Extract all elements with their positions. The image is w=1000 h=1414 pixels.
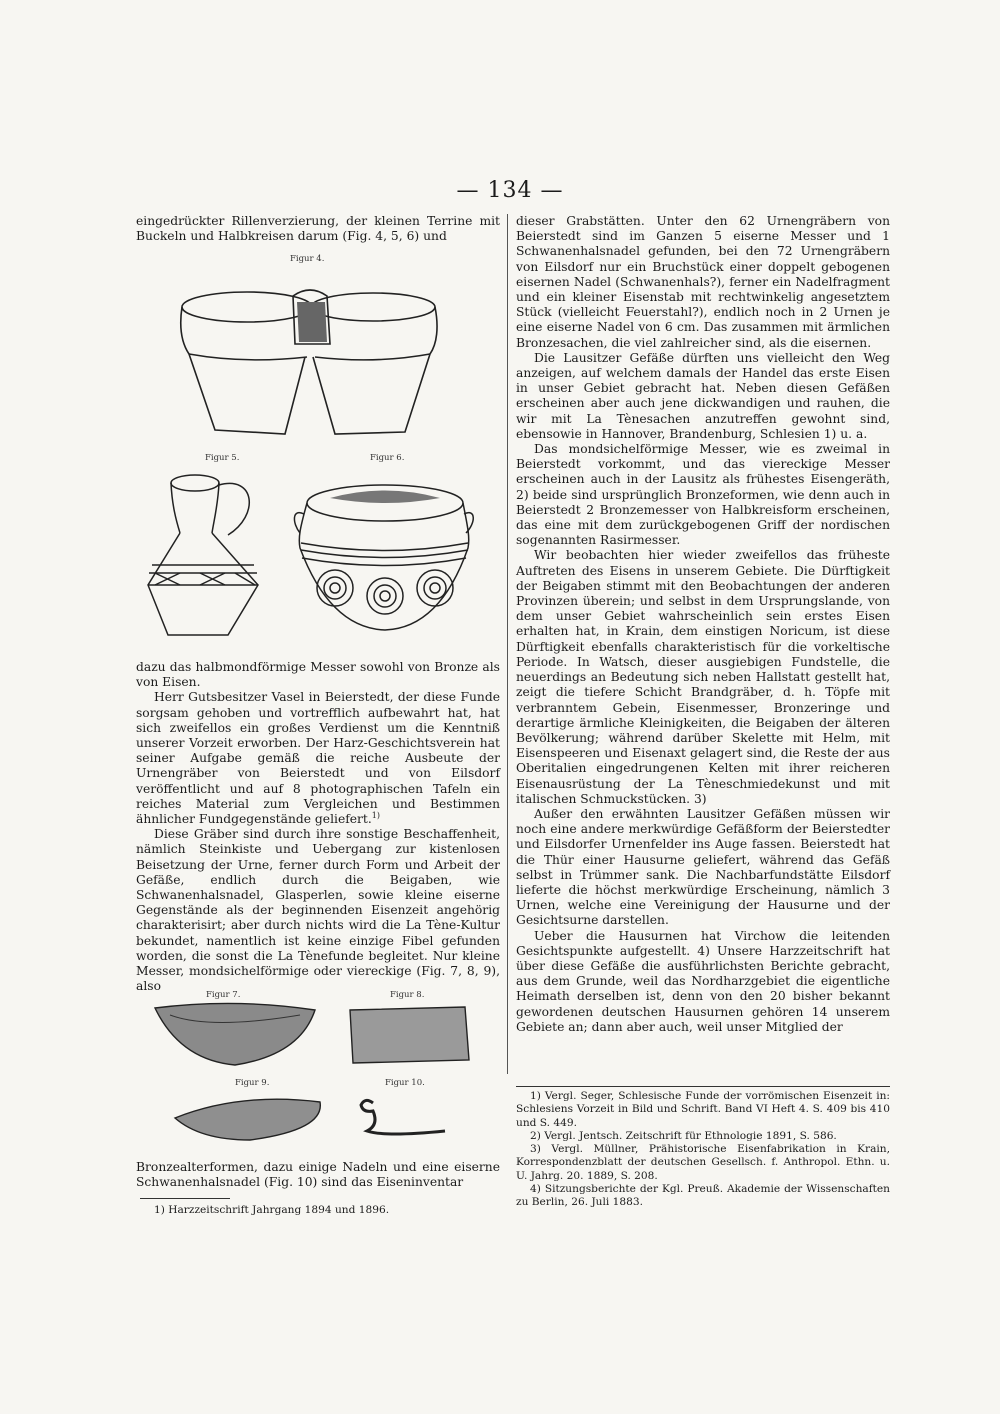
page-number: — 134 —	[456, 178, 564, 203]
left-column-top	[136, 214, 500, 244]
right-footnote-3: 3) Vergl. Müllner, Prähistorische Eisenfabrikation in Krain, Korrespondenzblatt der deutschen Gesellsch. f. Anthropol. Ethn. u. U. Jahrg. 20. 1889, S. 208.	[516, 1143, 890, 1182]
left-paragraph-bronze-forms: Bronzealterformen, dazu einige Nadeln und eine eiserne Schwanenhalsnadel (Fig. 10) sind das Eiseninventar	[136, 1160, 500, 1190]
right-paragraph-virchow: Ueber die Hausurnen hat Virchow die leitenden Gesichtspunkte aufgestellt. 4) Unsere Harzzeitschrift hat über diese Gefäße die ausführlichsten Berichte gebracht, aus dem Grunde, weil das Nordharzgebiet die eigentliche Heimath derselben ist, denn von den 20 bisher bekannt gewordenen deutschen Hausurnen gehören 14 unserem Gebiete an; dann aber auch, weil unser Mitglied der	[516, 928, 890, 1034]
left-paragraph-graves: Diese Gräber sind durch ihre sonstige Beschaffenheit, nämlich Steinkiste und Uebergang zur kistenlosen Beisetzung der Urne, ferner durch Form und Arbeit der Gefäße, endlich durch die Beigaben, wie Schwanenhalsnadel, Glasperlen, sowie kleine eiserne Gegenstände als der beginnenden Eisenzeit angehörig charakterisirt; aber durch nichts wird die La Tène-Kultur bekundet, namentlich ist keine einzige Fibel gefunden worden, die sonst die La Tènefunde begleitet. Nur kleine Messer, mondsichelförmige oder viereckige (Fig. 7, 8, 9), also	[136, 827, 500, 994]
figure-6-caption: Figur 6.	[370, 453, 405, 463]
right-footnote-1: 1) Vergl. Seger, Schlesische Funde der vorrömischen Eisenzeit in: Schlesiens Vorzeit in Bild und Schrift. Band VI Heft 4. S. 409 bis 410 und S. 449.	[516, 1090, 890, 1129]
left-column-middle	[136, 660, 500, 994]
right-footnote-4: 4) Sitzungsberichte der Kgl. Preuß. Akademie der Wissenschaften zu Berlin, 26. Juli 1883.	[516, 1183, 890, 1209]
right-paragraph-earliest-iron: Wir beobachten hier wieder zweifellos das früheste Auftreten des Eisens in unserem Gebiete. Die Dürftigkeit der Beigaben stimmt mit den Beobachtungen der anderen Provinzen überein; und selbst in dem Ursprungslande, von dem unser Gebiet wahrscheinlich sein erstes Eisen erhalten hat, in Krain, dem einstigen Noricum, ist diese Dürftigkeit ebenfalls charakteristisch für die vorkeltische Periode. In Watsch, dieser ausgiebigen Fundstelle, die neuerdings an Bedeutung sich neben Hallstatt gestellt hat, zeigt die tiefere Schicht Brandgräber, d. h. Töpfe mit verbranntem Gebein, Eisenmesser, Bronzeringe und derartige ärmliche Kleinigkeiten, die Beigaben der älteren Bevölkerung; während darüber Skelette mit Helm, mit Eisenspeeren und Eisenaxt gelagert sind, die Reste der aus Oberitalien eingedrungenen Kelten mit ihrer reicheren Eisenausrüstung der La Tèneschmiedekunst und mit italischen Schmuckstücken. 3)	[516, 548, 890, 806]
right-footnote-rule	[516, 1086, 890, 1087]
figure-9-caption: Figur 9.	[235, 1078, 270, 1088]
left-footnote	[140, 1204, 500, 1217]
right-paragraph-house-urn: Außer den erwähnten Lausitzer Gefäßen müssen wir noch eine andere merkwürdige Gefäßform der Beierstedter und Eilsdorfer Urnenfelder ins Auge fassen. Beierstedt hat die Thür einer Hausurne geliefert, während das Gefäß selbst in Trümmer sank. Die Nachbarfundstätte Eilsdorf lieferte die höchst merkwürdige Erscheinung, nämlich 3 Urnen, welche eine Vereinigung der Hausurne und der Gesichtsurne darstellen.	[516, 806, 890, 928]
figure-8-square-knife-illustration	[345, 1005, 475, 1067]
figure-5-jug-illustration	[140, 465, 280, 650]
figure-5-caption: Figur 5.	[205, 453, 240, 463]
figure-6-terrine-illustration	[290, 478, 480, 638]
right-paragraph-lausitz-vessels: Die Lausitzer Gefäße dürften uns vielleicht den Weg anzeigen, auf welchem damals der Handel das erste Eisen in unser Gebiet gebracht hat. Neben diesen Gefäßen erscheinen aber auch jene dickwandigen und rauhen, die wir mit La Tènesachen anzutreffen gewohnt sind, ebensowie in Hannover, Brandenburg, Schlesien 1) u. a.	[516, 350, 890, 441]
right-paragraph-grave-counts: dieser Grabstätten. Unter den 62 Urnengräbern von Beierstedt sind im Ganzen 5 eiserne Messer und 1 Schwanenhalsnadel gefunden, bei den 72 Urnengräbern von Eilsdorf nur ein Bruchstück einer doppelt gebogenen eisernen Nadel (Schwanenhals?), ferner ein Nadelfragment und ein kleiner Eisenstab mit rechtwinkelig angesetztem Stück (vielleicht Feuerstahl?), endlich noch in 2 Urnen je eine eiserne Nadel von 6 cm. Das zusammen mit ärmlichen Bronzesachen, die viel zahlreicher sind, als die eisernen.	[516, 214, 890, 350]
figure-9-knife-illustration	[170, 1090, 330, 1145]
left-paragraph-vasel-text: Herr Gutsbesitzer Vasel in Beierstedt, der diese Funde sorgsam gehoben und vortrefflich aufbewahrt hat, hat sich zweifellos ein großes Verdienst um die Kenntniß unserer Vorzeit erworben. Der Harz-Geschichtsverein hat seiner Aufgabe gemäß die reiche Ausbeute der Urnengräber von Beierstedt und von Eilsdorf veröffentlicht und auf 8 photographischen Tafeln ein reiches Material zum Vergleichen und Bestimmen ähnlicher Fundgegenstände geliefert.	[136, 690, 500, 827]
left-paragraph-vasel	[136, 690, 500, 827]
figure-10-caption: Figur 10.	[385, 1078, 425, 1088]
right-footnote-2: 2) Vergl. Jentsch. Zeitschrift für Ethnologie 1891, S. 586.	[530, 1129, 837, 1142]
left-footnote-rule	[140, 1198, 230, 1199]
figure-8-caption: Figur 8.	[390, 990, 425, 1000]
figure-10-swan-neck-pin-illustration	[355, 1095, 455, 1145]
footnote-ref-1: 1)	[371, 810, 380, 820]
right-footnotes	[516, 1090, 890, 1210]
left-column-bottom	[136, 1160, 500, 1190]
figure-7-caption: Figur 7.	[206, 990, 241, 1000]
figure-4-double-vessel-illustration	[175, 262, 465, 452]
left-paragraph-knife: dazu das halbmondförmige Messer sowohl von Bronze als von Eisen.	[136, 660, 500, 690]
column-divider	[507, 214, 508, 1074]
figure-4-caption: Figur 4.	[290, 254, 325, 264]
left-top-paragraph: eingedrückter Rillenverzierung, der kleinen Terrine mit Buckeln und Halbkreisen darum (Fig. 4, 5, 6) und	[136, 214, 500, 244]
figure-7-crescent-knife-illustration	[150, 1000, 320, 1072]
left-footnote-1: 1) Harzzeitschrift Jahrgang 1894 und 1896.	[154, 1204, 390, 1216]
right-column	[516, 214, 890, 1035]
right-paragraph-crescent-knife: Das mondsichelförmige Messer, wie es zweimal in Beierstedt vorkommt, und das viereckige Messer erscheinen auch in der Lausitz als frühestes Eisengeräth, 2) beide sind ursprünglich Bronzeformen, wie denn auch in Beierstedt 2 Bronzemesser von Halbkreisform erscheinen, das eine mit dem zurückgebogenen Griff der nordischen sogenannten Rasirmesser.	[516, 442, 890, 548]
